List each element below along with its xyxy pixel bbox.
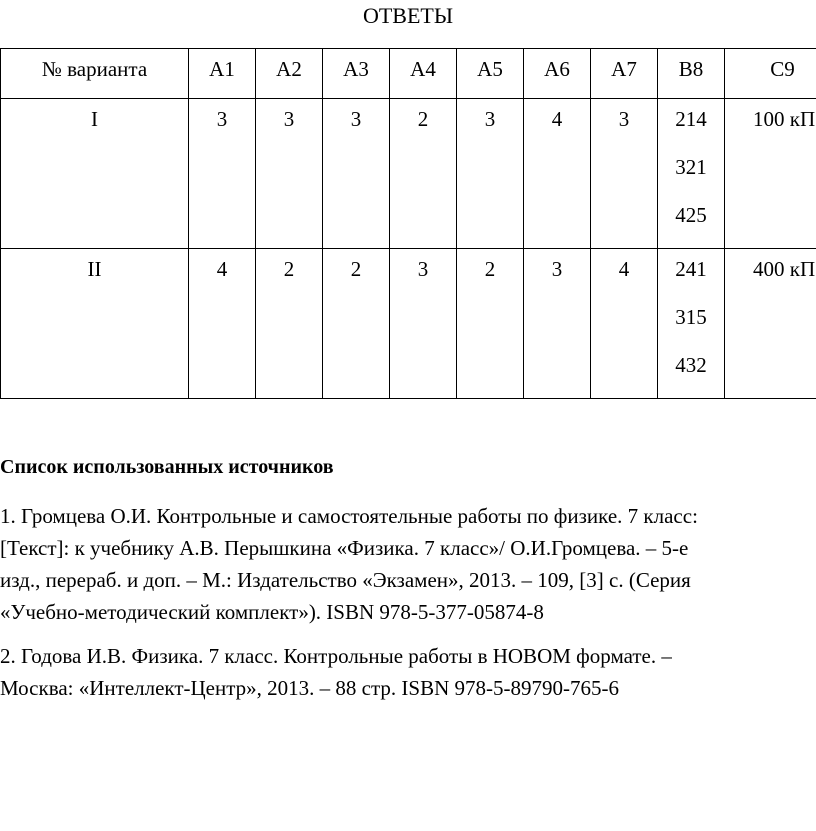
cell-a5: 3 [457, 99, 524, 249]
cell-a2: 2 [256, 249, 323, 399]
header-a6: А6 [524, 49, 591, 99]
b8-value: 241 [675, 257, 707, 281]
b8-value: 214 [675, 107, 707, 131]
table-row [1, 99, 816, 249]
sources-list [0, 500, 816, 704]
cell-a5: 2 [457, 249, 524, 399]
source-item [0, 640, 816, 704]
cell-a7: 3 [591, 99, 658, 249]
sources-heading: Список использованных источников [0, 456, 334, 478]
header-a7: А7 [591, 49, 658, 99]
header-a1: А1 [189, 49, 256, 99]
source-line: «Учебно-методический комплект»). ISBN 978-5-377-05874-8 [0, 600, 544, 624]
source-line: Москва: «Интеллект-Центр», 2013. – 88 стр. ISBN 978-5-89790-765-6 [0, 676, 619, 700]
cell-a6: 4 [524, 99, 591, 249]
cell-variant: I [1, 99, 189, 249]
cell-variant: II [1, 249, 189, 399]
cell-a3: 3 [323, 99, 390, 249]
header-b8: В8 [658, 49, 725, 99]
cell-a7: 4 [591, 249, 658, 399]
header-c9: С9 [725, 49, 816, 99]
source-line: [Текст]: к учебнику А.В. Перышкина «Физика. 7 класс»/ О.И.Громцева. – 5-е [0, 536, 689, 560]
page-title: ОТВЕТЫ [362, 3, 454, 28]
answers-table [0, 48, 816, 399]
b8-value: 321 [675, 155, 707, 179]
header-a4: А4 [390, 49, 457, 99]
source-line: изд., перераб. и доп. – М.: Издательство «Экзамен», 2013. – 109, [3] с. (Серия [0, 568, 691, 592]
cell-a2: 3 [256, 99, 323, 249]
cell-a4: 2 [390, 99, 457, 249]
cell-c9: 400 кП [725, 249, 816, 399]
header-a5: А5 [457, 49, 524, 99]
cell-a1: 4 [189, 249, 256, 399]
source-item [0, 500, 816, 628]
b8-value: 315 [675, 305, 707, 329]
header-a2: А2 [256, 49, 323, 99]
header-variant: № варианта [1, 49, 189, 99]
cell-b8 [658, 99, 725, 249]
cell-a3: 2 [323, 249, 390, 399]
header-a3: А3 [323, 49, 390, 99]
source-line: 2. Годова И.В. Физика. 7 класс. Контрольные работы в НОВОМ формате. – [0, 644, 672, 668]
cell-a1: 3 [189, 99, 256, 249]
cell-b8 [658, 249, 725, 399]
source-line: 1. Громцева О.И. Контрольные и самостоятельные работы по физике. 7 класс: [0, 504, 698, 528]
b8-value: 432 [675, 353, 707, 377]
cell-a6: 3 [524, 249, 591, 399]
cell-c9: 100 кП [725, 99, 816, 249]
table-header-row [1, 49, 816, 99]
b8-value: 425 [675, 203, 707, 227]
table-row [1, 249, 816, 399]
cell-a4: 3 [390, 249, 457, 399]
